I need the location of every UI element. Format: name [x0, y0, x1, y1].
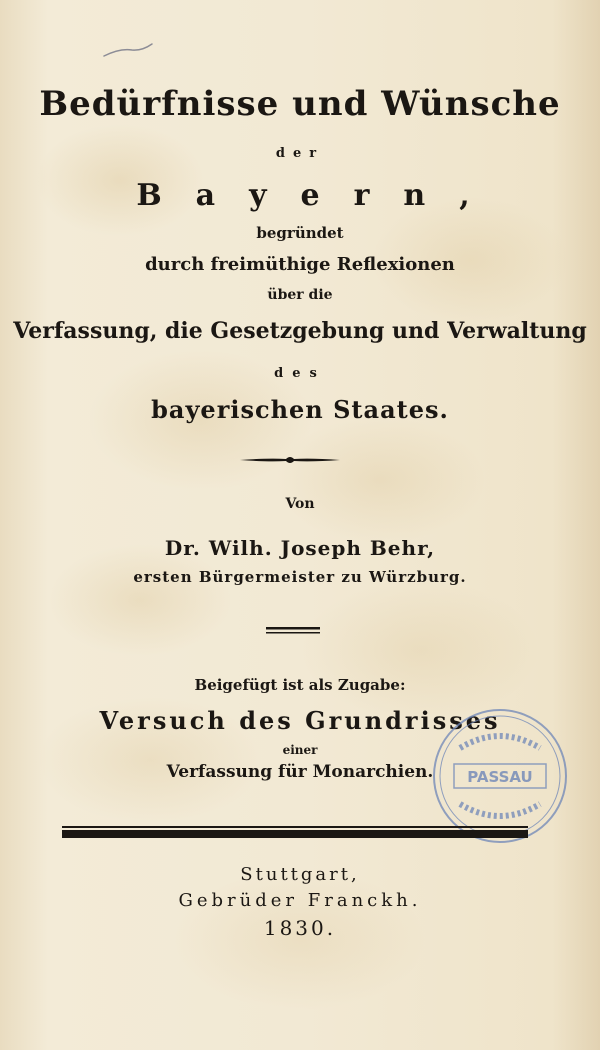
appendix-einer: einer: [282, 743, 318, 757]
ornament-divider-1: [238, 453, 342, 467]
double-rule-divider: [266, 626, 320, 636]
author-title: ersten Bürgermeister zu Würzburg.: [133, 568, 467, 586]
subtitle-ueber-die: über die: [267, 287, 333, 303]
subtitle-verfassung: Verfassung, die Gesetzgebung und Verwaltung: [13, 318, 587, 344]
library-stamp: [430, 706, 570, 846]
subtitle-reflexionen: durch freimüthige Reflexionen: [145, 254, 455, 275]
thick-rule: [62, 826, 528, 840]
appendix-title: Versuch des Grundrisses: [99, 706, 501, 735]
appendix-subtitle: Verfassung für Monarchien.: [166, 762, 434, 782]
pencil-mark: [102, 40, 154, 60]
imprint-publisher: Gebrüder Franckh.: [178, 890, 422, 911]
title-der: der: [275, 146, 325, 161]
appendix-label: Beigefügt ist als Zugabe:: [194, 676, 406, 694]
stamp-text: PASSAU: [467, 768, 533, 786]
title-bayern: Bayern,: [136, 178, 504, 213]
book-title: Bedürfnisse und Wünsche: [39, 84, 561, 124]
subtitle-des: des: [274, 366, 326, 381]
imprint-year: 1830.: [263, 916, 337, 940]
subtitle-begruendet: begründet: [256, 224, 344, 242]
by-line-von: Von: [285, 496, 315, 512]
imprint-city: Stuttgart,: [240, 864, 360, 885]
author-name: Dr. Wilh. Joseph Behr,: [164, 536, 436, 560]
subtitle-staates: bayerischen Staates.: [151, 395, 449, 424]
